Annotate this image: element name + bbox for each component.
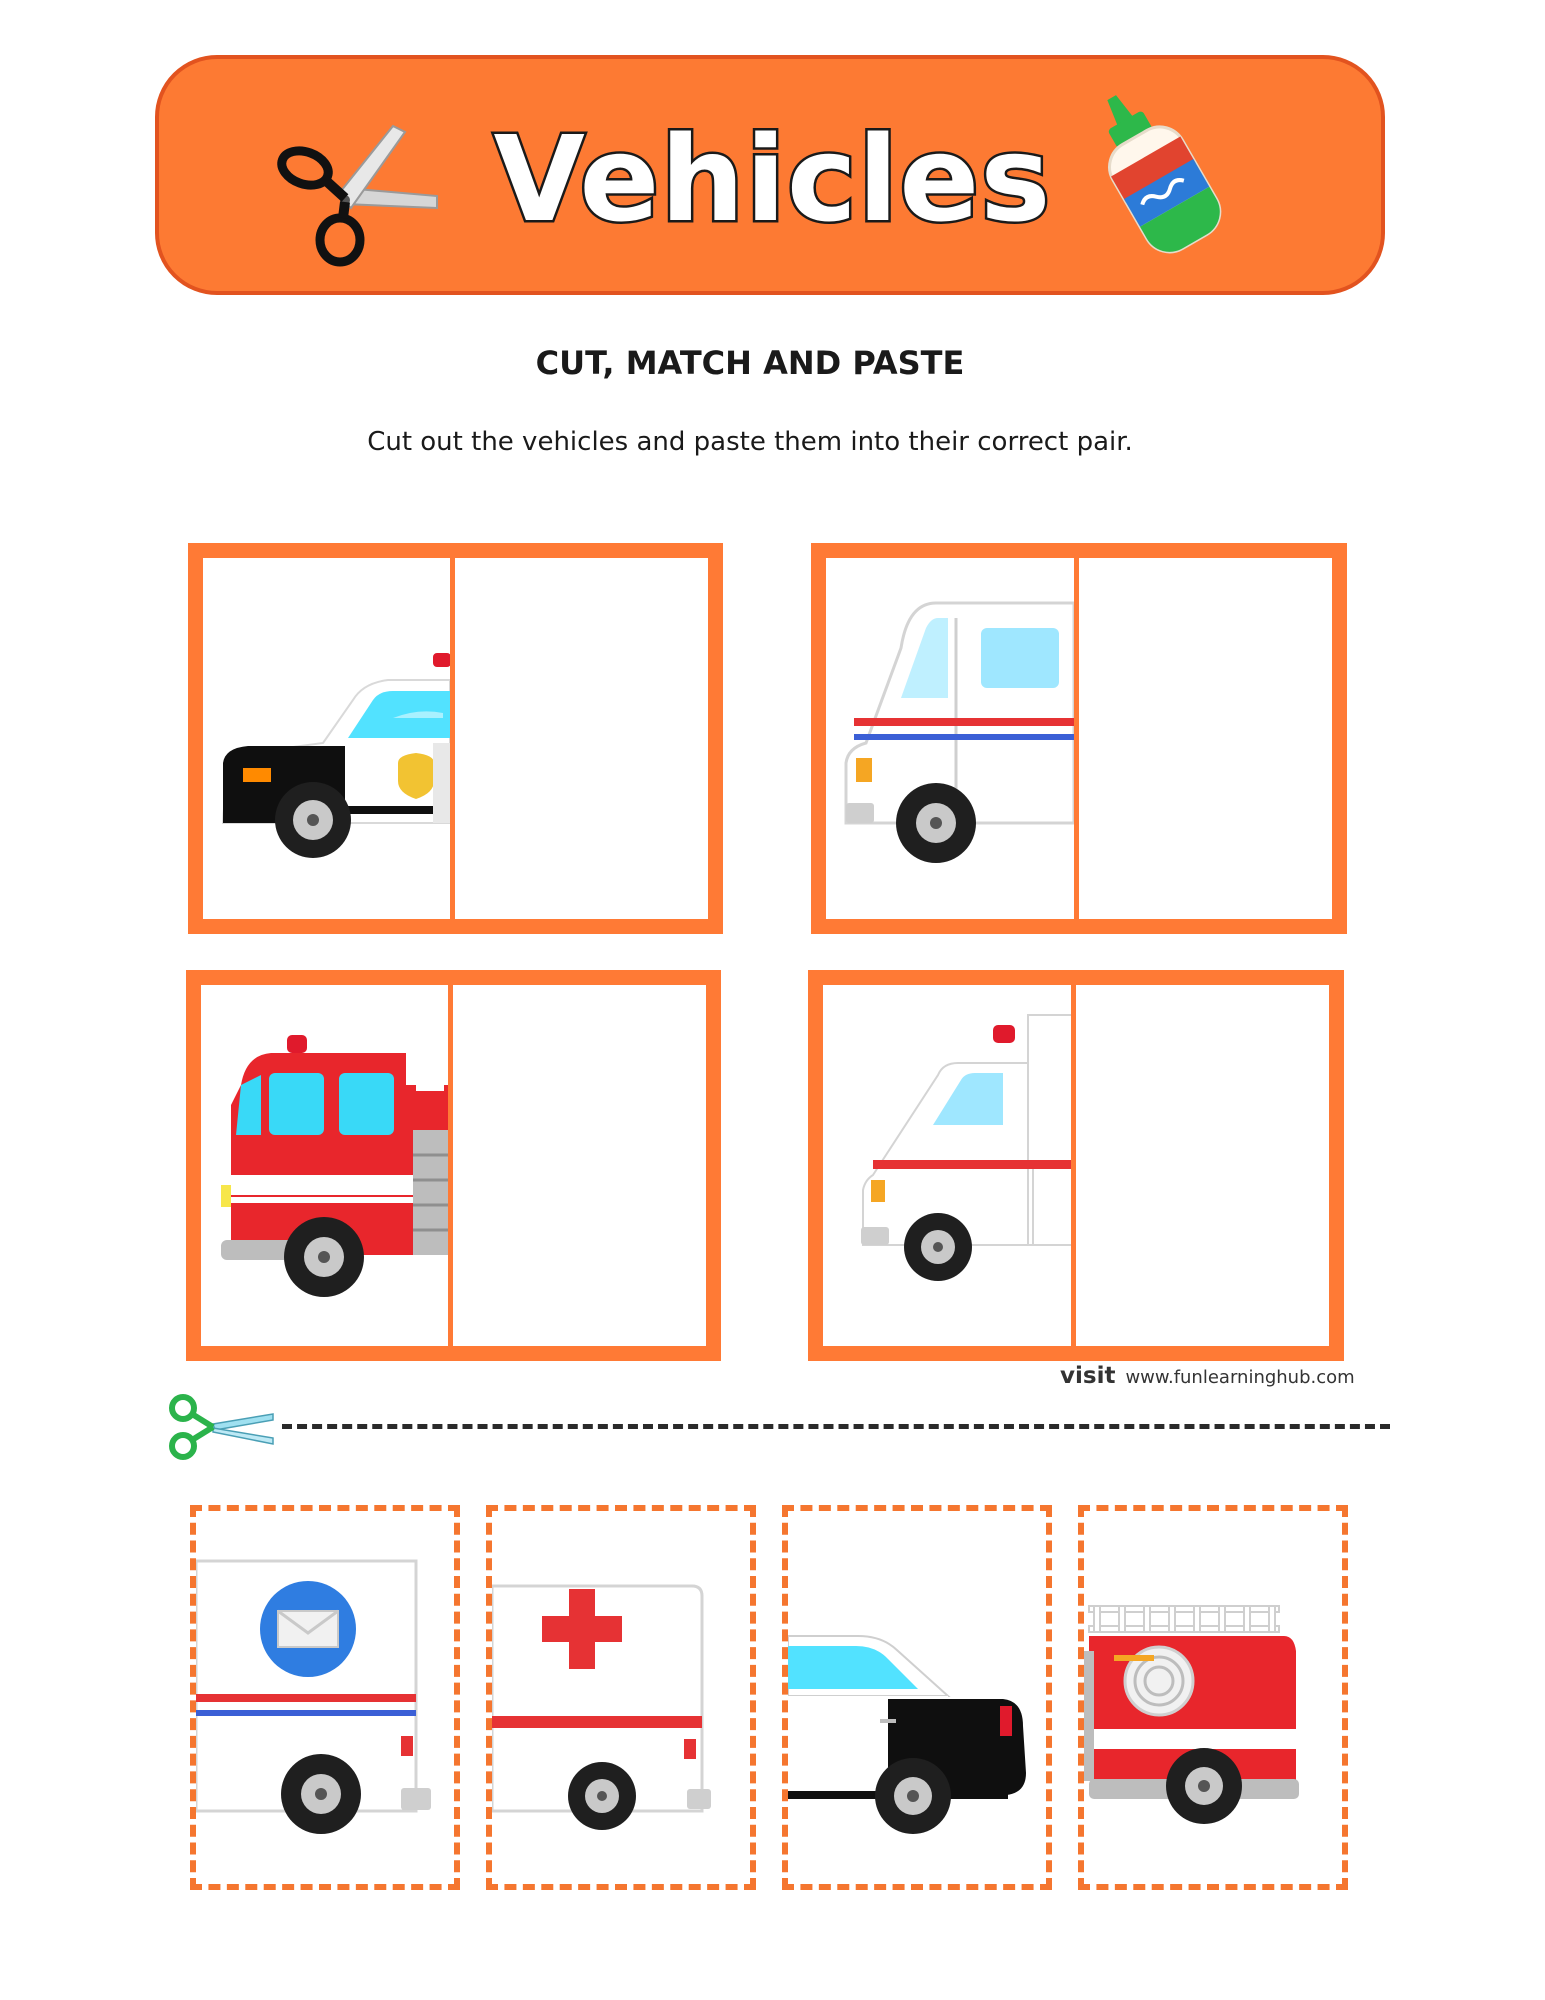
puzzle-frame-ambulance [808, 970, 1344, 1361]
fire-truck-front-half-icon [201, 985, 448, 1346]
cutout-card-ambulance[interactable] [486, 1505, 756, 1890]
cutout-card-police-car[interactable] [782, 1505, 1052, 1890]
cutout-card-mail-truck[interactable] [190, 1505, 460, 1890]
ambulance-back-half-icon [492, 1511, 750, 1884]
puzzle-left-half [823, 985, 1071, 1346]
scissors-icon [165, 1390, 277, 1462]
police-car-front-half-icon [203, 558, 450, 919]
puzzle-left-half [826, 558, 1074, 919]
mail-truck-front-half-icon [826, 558, 1074, 919]
page-title: Vehicles [493, 110, 1052, 248]
puzzle-left-half [201, 985, 448, 1346]
website-credit [1060, 1363, 1355, 1389]
puzzle-right-half-empty [453, 985, 706, 1346]
puzzle-right-half-empty [455, 558, 708, 919]
fire-truck-back-half-icon [1084, 1511, 1342, 1884]
mail-truck-back-half-icon [196, 1511, 454, 1884]
website-url[interactable]: www.funlearninghub.com [1125, 1367, 1355, 1388]
puzzle-frame-fire-truck [186, 970, 721, 1361]
police-car-back-half-icon [788, 1511, 1046, 1884]
puzzle-frame-mail-truck [811, 543, 1347, 934]
instructions: Cut out the vehicles and paste them into their correct pair. [367, 427, 1133, 457]
glue-bottle-icon [1085, 80, 1245, 270]
puzzle-left-half [203, 558, 450, 919]
puzzle-right-half-empty [1076, 985, 1329, 1346]
puzzle-frame-police [188, 543, 723, 934]
subtitle: CUT, MATCH AND PASTE [535, 344, 965, 382]
ambulance-front-half-icon [823, 985, 1071, 1346]
puzzle-right-half-empty [1079, 558, 1332, 919]
visit-label: visit [1060, 1363, 1116, 1389]
cut-line [282, 1424, 1390, 1429]
cutout-card-fire-truck[interactable] [1078, 1505, 1348, 1890]
